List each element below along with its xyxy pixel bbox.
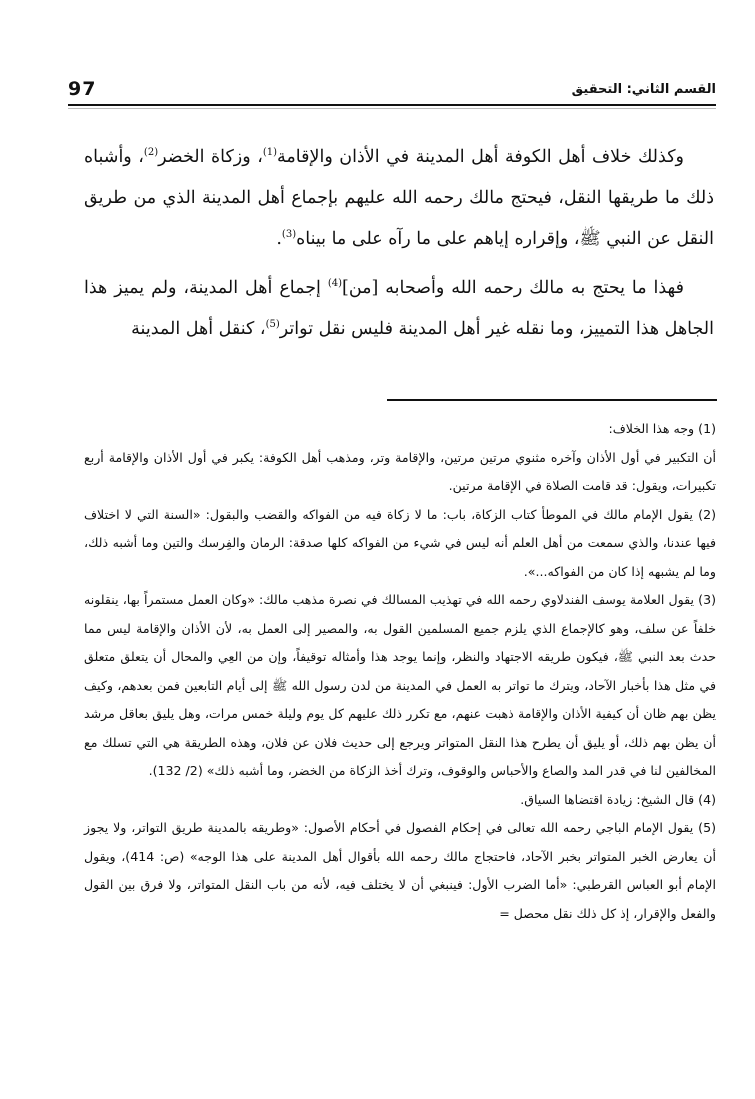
footnote-text: يقول الإمام الباجي رحمه الله تعالى في إحكام الفصول في أحكام الأصول: «وطريقه بالمدينة طريق التواتر، ولا يجوز أن يعارض الخبر المتواتر بخبر الآحاد، فاحتجاج مالك رحمه الله بأقوال أهل المدينة على هذا الوجه» (ص: 414)، ويقول الإمام أبو العباس القرطبي: «أما الضرب الأول: فينبغي أن لا يختلف فيه، لأنه من باب النقل المتواتر، ولا فرق بين القول والفعل والإقرار، إذ كل ذلك نقل محصل = <box>84 820 716 921</box>
footnote-text: أن التكبير في أول الأذان وآخره مثنوي مرتين مرتين، والإقامة وتر، ومذهب أهل الكوفة: يكبر في أول الأذان والإقامة أربع تكبيرات، ويقول: قد قامت الصلاة في الإقامة مرتين. <box>84 449 716 493</box>
main-paragraph-2 <box>84 268 714 350</box>
footnote-number: (1) <box>698 421 716 436</box>
page-header <box>68 78 716 104</box>
text-run: إجماع أهل المدينة، ولم يميز هذا الجاهل هذا التمييز، وما نقله غير أهل المدينة فليس نقل تواتر <box>84 278 714 339</box>
footnotes <box>84 415 716 928</box>
footnote-5 <box>84 814 716 928</box>
footnote-text: قال الشيخ: زيادة اقتضاها السياق. <box>520 791 695 807</box>
footnote-2 <box>84 501 716 587</box>
text-run: ، وأشباه ذلك ما طريقها النقل، فيحتج مالك رحمه الله عليهم بإجماع أهل المدينة الذي من طريق النقل عن النبي ﷺ، وإقراره إياهم على ما رآه على ما بيناه <box>84 147 714 249</box>
footnote-ref-5[interactable]: (5) <box>265 319 280 331</box>
text-run: . <box>276 229 282 249</box>
footnote-text: يقول العلامة يوسف الفندلاوي رحمه الله في تهذيب المسالك في نصرة مذهب مالك: «وكان العمل مستمراً بها، ينقلونه خلفاً عن سلف، وهو كالإجماع الذي يلزم جميع المسلمين القول به، والمصير إلى العمل به، لأن الأذان والإقامة ليس مما حدث بعد النبي ﷺ، فيكون طريقه الاجتهاد والنظر، وإنما يوجد هذا وأمثاله توقيفاً، وإن من العِي والمحال أن يتعلق متعلق في مثل هذا بأخبار الآحاد، ويترك ما تواتر به العمل في المدينة من لدن رسول الله ﷺ إلى أيام التابعين فمن بعدهم، وكيف يظن بهم ظان أن كيفية الأذان والإقامة ذهبت عنهم، مع تكرر ذلك عليهم كل يوم وليلة خمس مرات، وهل يليق بعاقل مرشد أن يظن بهم ذلك، أو يليق أن يطرح هذا النقل المتواتر ويرجع إلى حديث فلان عن فلان، وهذه الطريقة هي التي تسلك مع المخالفين لنا في قدر المد والصاع والأحباس والوقوف، وترك أخذ الزكاة من الخضر، وما أشبه ذلك» (2/ 132). <box>84 592 716 778</box>
text-run: ، وزكاة الخضر <box>158 147 263 167</box>
footnote-number: (2) <box>698 506 716 522</box>
page-number: 97 <box>68 78 97 100</box>
footnote-number: (4) <box>698 791 716 807</box>
main-text <box>84 137 714 350</box>
running-title: القسم الثاني: التحقيق <box>571 82 716 97</box>
text-run: وكذلك خلاف أهل الكوفة أهل المدينة في الأذان والإقامة <box>277 147 684 167</box>
footnote-ref-4[interactable]: (4) <box>327 278 343 290</box>
footnote-3 <box>84 586 716 786</box>
footnote-number: (5) <box>698 820 716 835</box>
footnote-ref-2[interactable]: (2) <box>143 147 159 159</box>
footnote-separator <box>387 399 717 401</box>
footnote-number: (3) <box>698 592 716 607</box>
text-run: فهذا ما يحتج به مالك رحمه الله وأصحابه [من] <box>342 278 684 298</box>
header-divider <box>68 104 716 106</box>
footnote-1-continuation <box>84 444 716 501</box>
footnote-4 <box>84 786 716 815</box>
text-run: ، كنقل أهل المدينة <box>131 319 266 339</box>
footnote-1 <box>84 415 716 444</box>
footnote-ref-1[interactable]: (1) <box>262 147 278 159</box>
footnote-text: وجه هذا الخلاف: <box>608 421 695 436</box>
footnote-ref-3[interactable]: (3) <box>281 229 297 241</box>
footnote-text: يقول الإمام مالك في الموطأ كتاب الزكاة، باب: ما لا زكاة فيه من الفواكه والقضب والبقول: «السنة التي لا اختلاف فيها عندنا، والذي سمعت من أهل العلم أنه ليس في شيء من الفواكه كلها صدقة: الرمان والفِرسك والتين وما أشبه ذلك، وما لم يشبهه إذا كان من الفواكه...». <box>84 506 716 579</box>
header-divider-thin <box>68 108 716 109</box>
main-paragraph-1 <box>84 137 714 260</box>
